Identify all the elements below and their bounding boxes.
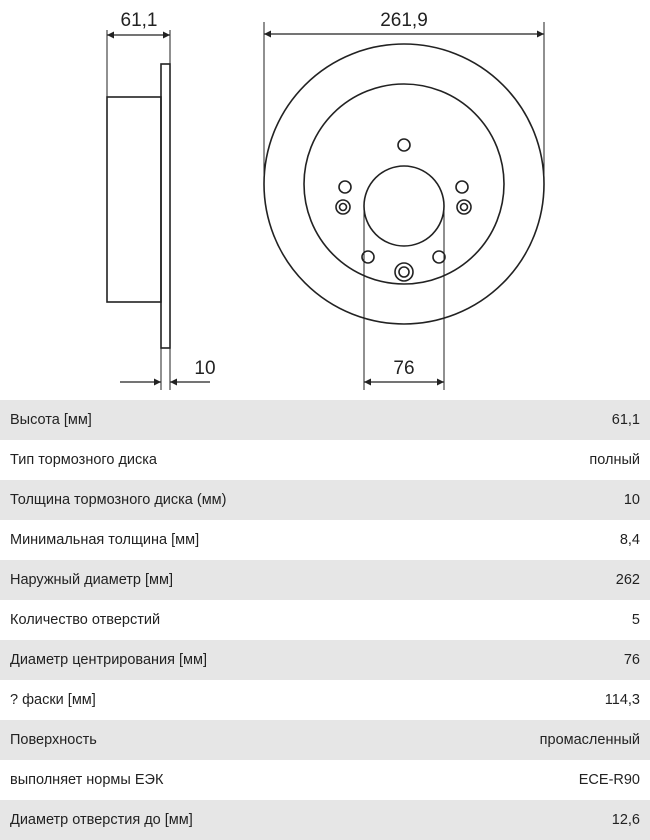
spec-label: Толщина тормозного диска (мм) [10,492,227,508]
spec-value: 262 [615,572,640,588]
spec-value: 76 [623,652,640,668]
diameter-dimension [264,10,544,34]
spec-value: 114,3 [604,692,640,708]
spec-row [0,560,650,600]
spec-value: промасленный [539,732,640,748]
thickness-dimension [120,358,216,382]
spec-label: ? фаски [мм] [10,692,96,708]
bolt-hole [433,251,445,263]
spec-label: Количество отверстий [10,612,161,628]
spec-row [0,800,650,840]
spec-label: Поверхность [10,732,97,748]
thickness-dimension-label: 10 [194,358,216,379]
bolt-hole [456,181,468,193]
side-view [107,30,170,390]
spec-table [0,400,650,840]
spec-row [0,440,650,480]
spec-row [0,400,650,440]
spec-label: Диаметр отверстия до [мм] [10,812,193,828]
threaded-hole [395,263,413,281]
front-view [264,22,544,390]
spec-label: Диаметр центрирования [мм] [10,652,208,668]
spec-value: 10 [623,492,640,508]
spec-label: Тип тормозного диска [10,452,157,468]
center-bore-circle [364,166,444,246]
technical-drawing [0,0,650,400]
spec-label: выполняет нормы ЕЭК [10,772,164,788]
spec-row [0,640,650,680]
spec-row [0,680,650,720]
height-dimension-label: 61,1 [120,10,158,31]
outer-disc-circle [264,44,544,324]
drawing-canvas [0,0,650,400]
bolt-hole [398,139,410,151]
threaded-hole-inner [340,204,347,211]
spec-value: 61,1 [611,412,640,428]
bolt-hole [339,181,351,193]
spec-row [0,520,650,560]
spec-value: ECE-R90 [578,772,640,788]
threaded-hole-inner [399,267,409,277]
center-dimension [364,358,444,382]
hat-profile [107,97,161,302]
hat-circle [304,84,504,284]
spec-row [0,760,650,800]
center-dimension-label: 76 [393,358,415,379]
spec-label: Минимальная толщина [мм] [10,532,200,548]
spec-label: Высота [мм] [10,412,92,428]
diameter-dimension-label: 261,9 [380,10,428,31]
spec-value: полный [589,452,640,468]
threaded-hole-inner [461,204,468,211]
friction-ring-profile [161,64,170,348]
threaded-hole [336,200,350,214]
spec-value: 5 [631,612,640,628]
spec-row [0,480,650,520]
spec-value: 12,6 [611,812,640,828]
threaded-hole [457,200,471,214]
spec-label: Наружный диаметр [мм] [10,572,174,588]
height-dimension [107,10,170,35]
spec-value: 8,4 [619,532,640,548]
spec-row [0,600,650,640]
spec-row [0,720,650,760]
